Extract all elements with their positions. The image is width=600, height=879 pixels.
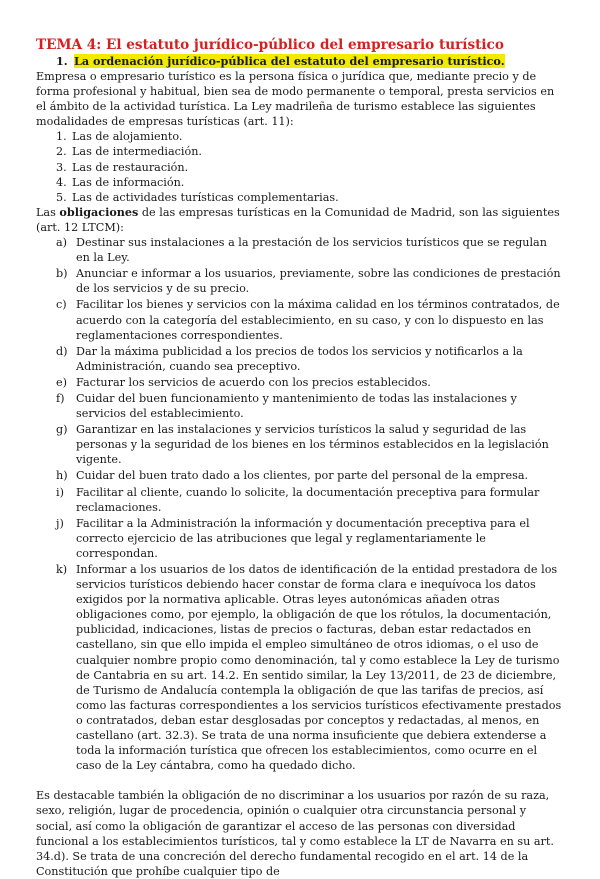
list-item: g) Garantizar en las instalaciones y servicios turísticos la salud y seguridad de las personas y la seguridad de los bienes en los términos establecidos en la legislación vigente. — [56, 423, 549, 467]
section-number: 1. — [56, 54, 68, 68]
obligaciones-bold: obligaciones — [59, 204, 139, 219]
paragraph-gap — [36, 774, 564, 788]
list-item: k) Informar a los usuarios de los datos de identificación de la entidad prestadora de los servicios turísticos debiendo hacer constar de forma clara e inequívoca los datos exigidos por la normativa aplicable. Otras leyes autonómicas añaden otras obligaciones como, por ejemplo, la obligación de que los rótulos, la documentación, publicidad, indicaciones, listas de precios o facturas, deban estar redactados en castellano, sin que ello impida el empleo simultáneo de otros idiomas, o el uso de cualquier nombre propio como denominación, tal y como establece la Ley de turismo de Cantabria en su art. 14.2. En sentido similar, la Ley 13/2011, de 23 de diciembre, de Turismo de Andalucía contempla la obligación de que las tarifas de precios, así como las facturas correspondientes a los servicios turísticos efectivamente prestados o contratados, deban estar desglosadas por conceptos y redactadas, al menos, en castellano (art. 32.3). Se trata de una norma insuficiente que debiera extenderse a toda la información turística que ofrecen los establecimientos, como ocurre en el caso de la Ley cántabra, como ha quedado dicho. — [56, 563, 562, 773]
list-item: 4. Las de información. — [56, 175, 185, 189]
section-heading — [56, 54, 564, 69]
section-title: La ordenación jurídico-pública del estatuto del empresario turístico. — [74, 54, 505, 68]
closing-paragraph: Es destacable también la obligación de no discriminar a los usuarios por razón de su raza, sexo, religión, lugar de procedencia, opinión o cualquier otra circunstancia personal y social, así como la obligación de garantizar el acceso de las personas con diversidad funcional a los establecimientos turísticos, tal y como establece la LT de Navarra en su art. 34.d). Se trata de una concreción del derecho fundamental recogido en el art. 14 de la Constitución que prohíbe cualquier tipo de — [36, 789, 554, 878]
list-item: 5. Las de actividades turísticas complementarias. — [56, 190, 339, 204]
list-item: j) Facilitar a la Administración la información y documentación preceptiva para el correcto ejercicio de las atribuciones que legal y reglamentariamente le correspondan. — [56, 516, 530, 560]
obligaciones-intro: Las obligaciones de las empresas turísticas en la Comunidad de Madrid, son las siguientes (art. 12 LTCM): — [36, 204, 560, 234]
list-item: h) Cuidar del buen trato dado a los clientes, por parte del personal de la empresa. — [56, 469, 529, 483]
list-item: 3. Las de restauración. — [56, 160, 189, 174]
list-item: 1. Las de alojamiento. — [56, 130, 183, 144]
list-item: c) Facilitar los bienes y servicios con la máxima calidad en los términos contratados, de acuerdo con la categoría del establecimiento, en su caso, y con lo dispuesto en las reglamentaciones correspondientes. — [56, 298, 560, 342]
list-item: f) Cuidar del buen funcionamiento y mantenimiento de todas las instalaciones y servicios del establecimiento. — [56, 391, 517, 421]
intro-paragraph: Empresa o empresario turístico es la persona física o jurídica que, mediante precio y de forma profesional y habitual, bien sea de modo permanente o temporal, presta servicios en el ámbito de la actividad turística. La Ley madrileña de turismo establece las siguientes modalidades de empresas turísticas (art. 11): — [36, 70, 555, 129]
modalidades-list — [36, 129, 564, 204]
list-item: e) Facturar los servicios de acuerdo con los precios establecidos. — [56, 375, 431, 389]
list-item: 2. Las de intermediación. — [56, 145, 202, 159]
obligaciones-list — [36, 235, 564, 773]
document-title: TEMA 4: El estatuto jurídico-público del empresario turístico — [36, 37, 504, 53]
list-item: a) Destinar sus instalaciones a la prestación de los servicios turísticos que se regulan en la Ley. — [56, 236, 547, 265]
list-item: i) Facilitar al cliente, cuando lo solicite, la documentación preceptiva para formular reclamaciones. — [56, 485, 540, 514]
list-item: d) Dar la máxima publicidad a los precios de todos los servicios y notificarlos a la Administración, cuando sea preceptivo. — [56, 344, 523, 373]
list-item: b) Anunciar e informar a los usuarios, previamente, sobre las condiciones de prestación de los servicios y de su precio. — [56, 267, 561, 296]
